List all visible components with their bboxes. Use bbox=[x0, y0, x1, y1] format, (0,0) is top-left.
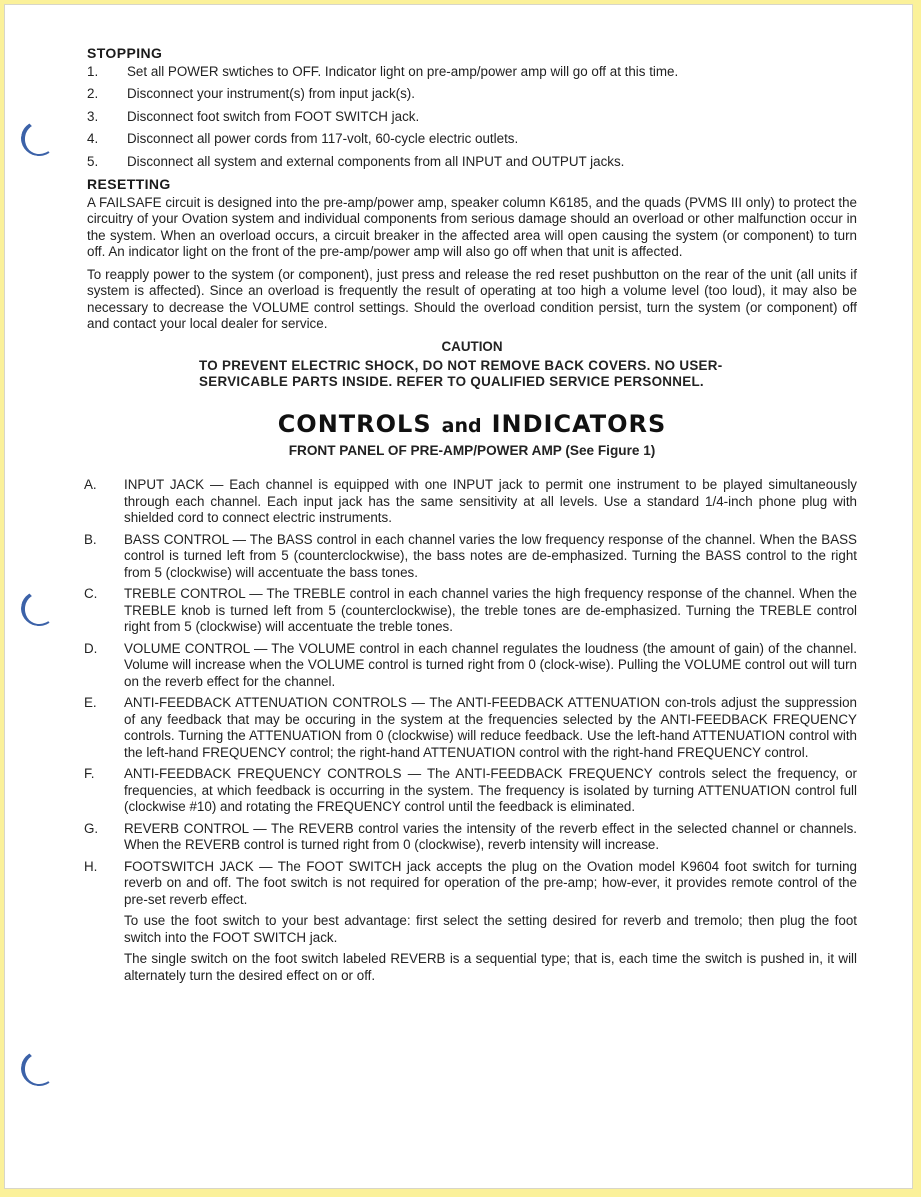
step-number: 4. bbox=[87, 131, 99, 146]
step-number: 2. bbox=[87, 86, 99, 101]
list-item bbox=[84, 477, 857, 527]
item-text: VOLUME CONTROL — The VOLUME control in each channel regulates the loudness (the amount of gain) of the channel. Volume will increase when the VOLUME control is turned right from 0 (clock-wise). Pulling the VOLUME control out will turn on the reverb effect for the channel. bbox=[124, 640, 857, 689]
item-letter: A. bbox=[84, 477, 97, 492]
item-text-extra-1: To use the foot switch to your best advantage: first select the setting desired for reverb and tremolo; then plug the foot switch into the FOOT SWITCH jack. bbox=[124, 913, 857, 945]
caution-title: CAUTION bbox=[441, 338, 503, 354]
list-item bbox=[84, 820, 857, 854]
list-item bbox=[87, 109, 857, 126]
item-letter: B. bbox=[84, 531, 97, 547]
item-text: TREBLE CONTROL — The TREBLE control in each channel varies the high frequency response of the channel. When the TREBLE knob is turned left from 5 (counterclockwise), the treble tones are de-emphasized. Turning the TREBLE control right from 5 (clockwise) will accentuate the treble tones. bbox=[124, 586, 857, 634]
item-letter: F. bbox=[84, 766, 95, 781]
binder-hole-mark-2 bbox=[18, 588, 60, 629]
list-item bbox=[84, 858, 857, 985]
step-number: 1. bbox=[87, 63, 99, 79]
resetting-paragraph-2: To reapply power to the system (or component), just press and release the red reset pushbutton on the rear of the unit (all units if system is affected). Since an overload is frequently the result of operating at too high a volume level (too loud), it may also be necessary to decrease the VOLUME control settings. Should the overload condition persist, turn the system (or component) off and contact your local dealer for service. bbox=[87, 266, 857, 331]
step-text: Disconnect your instrument(s) from input jack(s). bbox=[127, 86, 415, 101]
controls-heading bbox=[87, 410, 857, 438]
controls-heading-part2: INDICATORS bbox=[491, 410, 667, 438]
item-text: BASS CONTROL — The BASS control in each channel varies the low frequency response of the channel. When the BASS control is turned left from 5 (counterclockwise), the bass notes are de-emphasized. Turning the BASS control to the right from 5 (clockwise) will accentuate the bass tones. bbox=[124, 531, 857, 580]
step-text: Set all POWER swtiches to OFF. Indicator light on pre-amp/power amp will go off at this time. bbox=[127, 63, 679, 79]
step-text: Disconnect all system and external components from all INPUT and OUTPUT jacks. bbox=[127, 153, 625, 169]
controls-heading-and: and bbox=[441, 415, 482, 437]
item-text-extra-2: The single switch on the foot switch labeled REVERB is a sequential type; that is, each time the switch is pushed in, it will alternately turn the desired effect on or off. bbox=[124, 951, 857, 983]
item-letter: G. bbox=[84, 820, 99, 836]
controls-subheading: FRONT PANEL OF PRE-AMP/POWER AMP (See Figure 1) bbox=[288, 442, 656, 458]
controls-heading-part1: CONTROLS bbox=[277, 410, 432, 438]
list-item bbox=[84, 640, 857, 691]
list-item bbox=[87, 64, 857, 81]
list-item bbox=[84, 531, 857, 582]
step-text: Disconnect foot switch from FOOT SWITCH jack. bbox=[127, 108, 420, 124]
item-text: INPUT JACK — Each channel is equipped with one INPUT jack to permit one instrument to be played simultaneously through each channel. Each input jack has the same sensitivity at all levels. Use a standard 1/4-inch phone plug with shielded cord to connect electric instruments. bbox=[124, 477, 857, 525]
binder-hole-mark-1 bbox=[18, 118, 60, 159]
binder-hole-mark-3 bbox=[18, 1048, 60, 1089]
list-item bbox=[84, 766, 857, 816]
resetting-paragraph-1: A FAILSAFE circuit is designed into the pre-amp/power amp, speaker column K6185, and the quads (PVMS III only) to protect the circuitry of your Ovation system and individual components from serious damage should an overload or other malfunction occur in the system. When an overload occurs, a circuit breaker in the affected area will open causing the system (or component) to turn off. An indicator light on the front of the pre-amp/power amp will also go off when that unit is affected. bbox=[87, 194, 857, 259]
step-text: Disconnect all power cords from 117-volt, 60-cycle electric outlets. bbox=[127, 131, 519, 146]
item-letter: C. bbox=[84, 586, 98, 601]
list-item bbox=[84, 695, 857, 761]
list-item bbox=[84, 586, 857, 636]
controls-list bbox=[84, 477, 857, 984]
item-letter: H. bbox=[84, 858, 98, 874]
resetting-heading: RESETTING bbox=[87, 176, 171, 192]
item-text: FOOTSWITCH JACK — The FOOT SWITCH jack accepts the plug on the Ovation model K9604 foot switch for turning reverb on and off. The foot switch is not required for operation of the pre-amp; how-ever, it provides remote control of the pre-set reverb effect. bbox=[124, 858, 857, 907]
manual-page bbox=[4, 4, 913, 1189]
stopping-heading: STOPPING bbox=[87, 45, 163, 61]
step-number: 3. bbox=[87, 108, 99, 124]
item-text: ANTI-FEEDBACK FREQUENCY CONTROLS — The ANTI-FEEDBACK FREQUENCY controls select the frequency, or frequencies, at which feedback is occurring in the system. The frequency is isolated by turning ATTENUATION control full (clockwise #10) and rotating the FREQUENCY control until the feedback is eliminated. bbox=[124, 766, 857, 814]
step-number: 5. bbox=[87, 153, 99, 169]
list-item bbox=[87, 86, 857, 103]
item-text: ANTI-FEEDBACK ATTENUATION CONTROLS — The ANTI-FEEDBACK ATTENUATION con-trols adjust the suppression of any feedback that may be occuring in the system at the frequencies selected by the ANTI-FEEDBACK FREQUENCY controls. Turning the ATTENUATION from 0 (clockwise) will reduce feedback. Use the left-hand ATTENUATION control with the left-hand FREQUENCY control; the right-hand ATTENUATION control with the right-hand FREQUENCY control. bbox=[124, 695, 857, 760]
list-item bbox=[87, 154, 857, 171]
stopping-steps bbox=[87, 64, 857, 171]
caution-body: TO PREVENT ELECTRIC SHOCK, DO NOT REMOVE BACK COVERS. NO USER-SERVICABLE PARTS INSIDE. REFER TO QUALIFIED SERVICE PERSONNEL. bbox=[199, 358, 723, 389]
item-letter: E. bbox=[84, 695, 97, 710]
item-text: REVERB CONTROL — The REVERB control varies the intensity of the reverb effect in the selected channel or channels. When the REVERB control is turned right from 0 (clockwise), reverb intensity will increase. bbox=[124, 820, 857, 852]
page-content bbox=[84, 45, 857, 989]
list-item bbox=[87, 131, 857, 148]
item-letter: D. bbox=[84, 640, 98, 656]
